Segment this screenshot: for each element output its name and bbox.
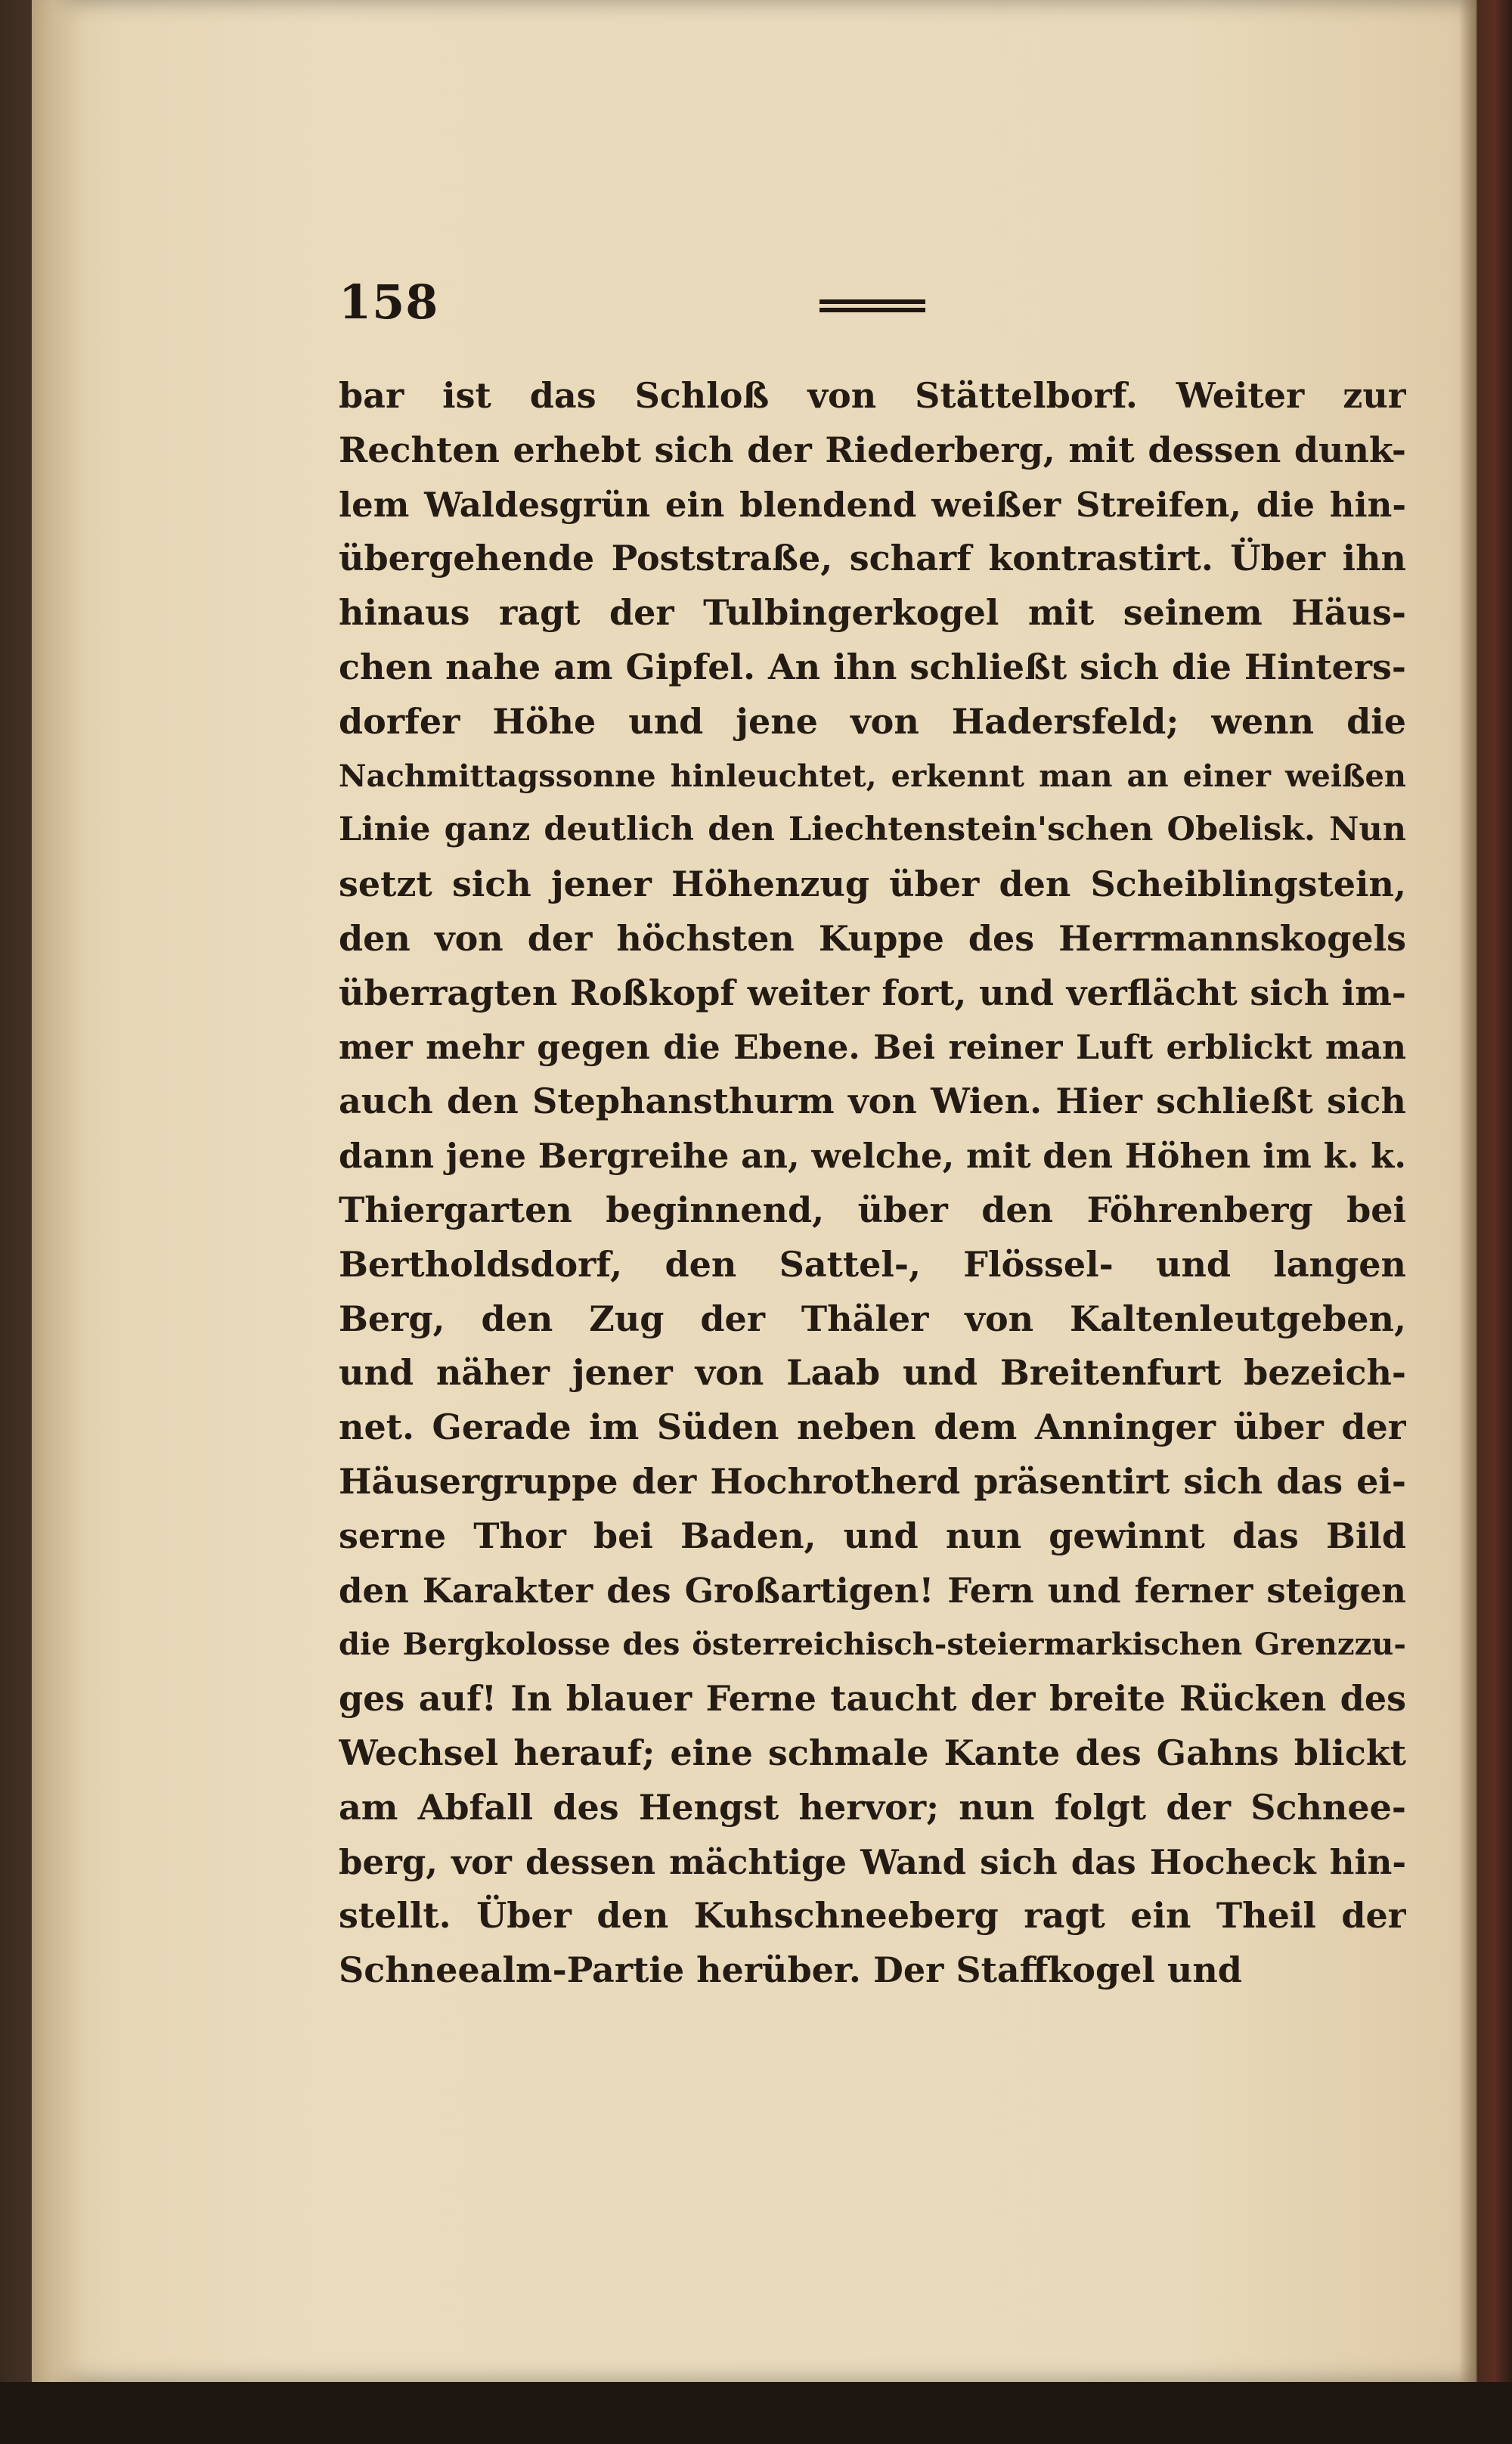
page-right-shadow — [1459, 0, 1477, 2382]
text-line: dann jene Bergreihe an, welche, mit den Höhen im k. k. — [339, 1136, 1406, 1177]
text-line: net. Gerade im Süden neben dem Anninger über der — [339, 1407, 1406, 1448]
page-header — [339, 272, 1397, 340]
text-line: stellt. Über den Kuhschneeberg ragt ein Theil der — [339, 1895, 1406, 1937]
text-line: chen nahe am Gipfel. An ihn schließt sich die Hinters- — [339, 646, 1406, 687]
text-line: Rechten erhebt sich der Riederberg, mit dessen dunk- — [339, 429, 1406, 470]
text-line: Linie ganz deutlich den Liechtenstein'schen Obelisk. Nun — [339, 811, 1406, 849]
text-line: Thiergarten beginnend, über den Föhrenberg bei — [339, 1189, 1406, 1230]
text-line: setzt sich jener Höhenzug über den Scheiblingstein, — [339, 864, 1406, 905]
text-line: übergehende Poststraße, scharf kontrastirt. Über ihn — [339, 538, 1406, 579]
text-line: Wechsel herauf; eine schmale Kante des Gahns blickt — [339, 1732, 1406, 1773]
text-line: auch den Stephansthurm von Wien. Hier schließt sich — [339, 1081, 1406, 1122]
text-line: und näher jener von Laab und Breitenfurt bezeich- — [339, 1352, 1406, 1394]
text-line: Bertholdsdorf, den Sattel-, Flössel- und langen — [339, 1243, 1406, 1285]
page-gutter-shadow — [32, 0, 85, 2382]
page-number: 158 — [339, 274, 439, 330]
text-line: serne Thor bei Baden, und nun gewinnt das Bild — [339, 1515, 1406, 1556]
text-line: ges auf! In blauer Ferne taucht der breite Rücken des — [339, 1678, 1406, 1720]
text-line: Schneealm-Partie herüber. Der Staffkogel und — [339, 1949, 1242, 1991]
text-line: Häusergruppe der Hochrotherd präsentirt sich das ei- — [339, 1460, 1406, 1502]
text-line: Berg, den Zug der Thäler von Kaltenleutgeben, — [339, 1298, 1406, 1339]
book-cover-edge — [1477, 0, 1512, 2382]
text-line: mer mehr gegen die Ebene. Bei reiner Luft erblickt man — [339, 1028, 1406, 1067]
header-ornament-rule — [820, 299, 925, 315]
text-line: überragten Roßkopf weiter fort, und verflächt sich im- — [339, 972, 1406, 1013]
text-line: am Abfall des Hengst hervor; nun folgt der Schnee- — [339, 1786, 1406, 1828]
text-line: den von der höchsten Kuppe des Herrmannskogels — [339, 917, 1406, 959]
text-line: dorfer Höhe und jene von Hadersfeld; wenn die — [339, 700, 1406, 742]
text-line: den Karakter des Großartigen! Fern und ferner steigen — [339, 1570, 1406, 1611]
scan-bottom-border — [0, 2382, 1512, 2444]
text-line: lem Waldesgrün ein blendend weißer Streifen, die hin- — [339, 484, 1406, 525]
text-line: die Bergkolosse des österreichisch-steiermarkischen Grenzzu- — [339, 1627, 1406, 1663]
text-line: bar ist das Schloß von Stättelborf. Weiter zur — [339, 375, 1406, 416]
text-line: berg, vor dessen mächtige Wand sich das Hocheck hin- — [339, 1841, 1406, 1882]
text-line: hinaus ragt der Tulbingerkogel mit seinem Häus- — [339, 592, 1406, 634]
body-text — [339, 369, 1406, 1998]
text-line: Nachmittagssonne hinleuchtet, erkennt man an einer weißen — [339, 758, 1406, 794]
